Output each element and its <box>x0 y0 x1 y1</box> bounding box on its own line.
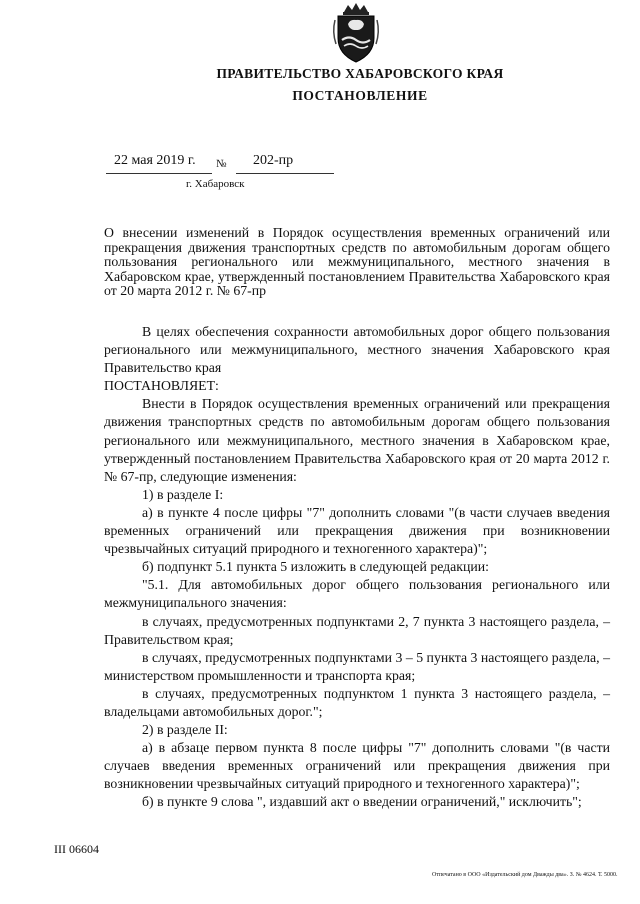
number-underline <box>236 173 334 174</box>
body-paragraph: а) в пункте 4 после цифры "7" дополнить словами "(в части случаев введения временных ограничений или прекращения движения при возникновении чрезвычайных ситуаций природного и техногенного характера)"; <box>104 504 610 557</box>
date-underline <box>106 173 212 174</box>
organization-title: ПРАВИТЕЛЬСТВО ХАБАРОВСКОГО КРАЯ <box>216 66 504 81</box>
body-paragraph-resolves: ПОСТАНОВЛЯЕТ: <box>104 378 219 394</box>
body-paragraph: в случаях, предусмотренных подпунктами 3 – 5 пункта 3 настоящего раздела, – министерством промышленности и транспорта края; <box>104 649 610 683</box>
body-paragraph: а) в абзаце первом пункта 8 после цифры "7" дополнить словами "(в части случаев введения временных ограничений или прекращения движения при возникновении чрезвычайных ситуаций природного и техногенного характера)"; <box>104 740 610 792</box>
document-code: III 06604 <box>54 842 99 856</box>
body-paragraph: в случаях, предусмотренных подпунктом 1 пункта 3 настоящего раздела, – владельцами автомобильных дорог."; <box>104 685 610 719</box>
document-body <box>104 323 610 812</box>
coat-of-arms-emblem <box>330 2 382 64</box>
document-number: 202-пр <box>253 153 294 168</box>
document-city: г. Хабаровск <box>186 178 245 190</box>
body-paragraph: в случаях, предусмотренных подпунктами 2, 7 пункта 3 настоящего раздела, – Правительством края; <box>104 613 610 647</box>
number-label: № <box>216 158 227 170</box>
body-paragraph: Внести в Порядок осуществления временных ограничений или прекращения движения транспортных средств по автомобильным дорогам общего пользования регионального или межмуниципального, местного значения в Хабаровском крае, утвержденный постановлением Правительства Хабаровского края от 20 марта 2012 г. № 67-пр, следующие изменения: <box>104 396 610 484</box>
document-subject: О внесении изменений в Порядок осуществления временных ограничений или прекращения движения транспортных средств по автомобильным дорогам общего пользования регионального или межмуниципального, местного значения в Хабаровском крае, утвержденный постановлением Правительства Хабаровского края от 20 марта 2012 г. № 67-пр <box>104 225 610 299</box>
body-paragraph: б) в пункте 9 слова ", издавший акт о введении ограничений," исключить"; <box>142 794 582 810</box>
document-date: 22 мая 2019 г. <box>114 153 196 168</box>
document-type-title: ПОСТАНОВЛЕНИЕ <box>292 88 428 103</box>
body-paragraph: 1) в разделе I: <box>142 486 224 502</box>
printer-imprint: Отпечатано в ООО «Издательский дом Дважды два». З. № 4624. Т. 5000. <box>432 872 618 878</box>
body-paragraph: б) подпункт 5.1 пункта 5 изложить в следующей редакции: <box>142 559 489 575</box>
body-paragraph: В целях обеспечения сохранности автомобильных дорог общего пользования регионального или межмуниципального, местного значения Хабаровского края Правительство края <box>104 324 610 376</box>
body-paragraph: "5.1. Для автомобильных дорог общего пользования регионального или межмуниципального значения: <box>104 577 610 611</box>
body-paragraph: 2) в разделе II: <box>142 722 228 738</box>
